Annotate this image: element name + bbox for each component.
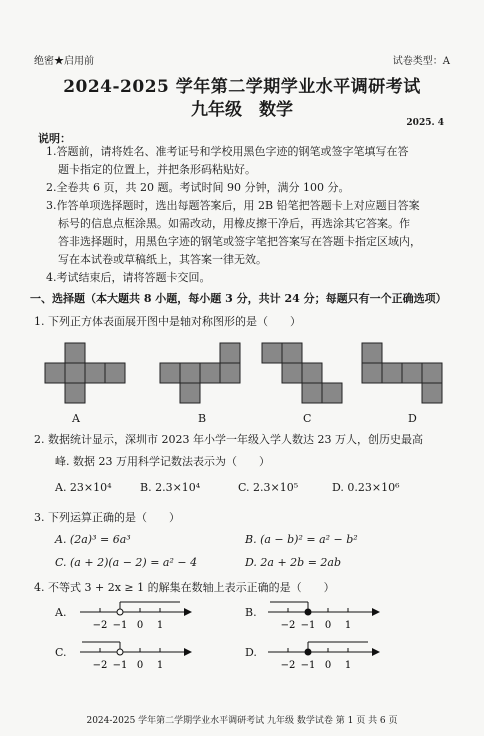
note-line: 3.作答单项选择题时，选出每题答案后，用 2B 铅笔把答题卡上对应题目答案: [46, 199, 420, 212]
q2-option-d: D. 0.23×10⁶: [332, 481, 400, 494]
question-2-stem: 2. 数据统计显示，深圳市 2023 年小学一年级入学人数达 23 万人，创历史最高: [34, 433, 423, 446]
notes-heading: 说明：: [38, 132, 71, 145]
q2-option-a: A. 23×10⁴: [55, 481, 112, 494]
tick-label: 0: [136, 660, 144, 671]
number-line-c: [80, 638, 190, 674]
confidential-label: 绝密★启用前: [34, 56, 94, 67]
option-label: B: [198, 412, 207, 425]
cube-net-d: [362, 343, 442, 403]
number-line-b: [268, 598, 378, 634]
cube-net-c: [262, 343, 342, 403]
exam-subtitle: 九年级 数学: [191, 100, 293, 120]
option-label: C: [303, 412, 312, 425]
tick-label: −2: [92, 620, 108, 631]
question-1-stem: 1. 下列正方体表面展开图中是轴对称图形的是（ ）: [34, 315, 301, 328]
tick-label: 1: [156, 620, 164, 631]
cube-net-b: [160, 343, 240, 403]
q4-option-label: D.: [245, 646, 257, 659]
number-line-a: [80, 598, 190, 634]
q3-option-b: B. (a − b)² = a² − b²: [245, 533, 358, 546]
q4-option-label: A.: [55, 606, 67, 619]
tick-label: −2: [92, 660, 108, 671]
tick-label: −2: [280, 660, 296, 671]
tick-label: 0: [136, 620, 144, 631]
tick-label: −2: [280, 620, 296, 631]
q4-option-label: C.: [55, 646, 67, 659]
tick-label: −1: [300, 620, 316, 631]
question-2-stem: 峰. 数据 23 万用科学记数法表示为（ ）: [55, 455, 270, 468]
option-label: A: [72, 412, 80, 425]
exam-title: 2024-2025 学年第二学期学业水平调研考试: [63, 77, 421, 97]
cube-net-a: [45, 343, 125, 403]
tick-label: 0: [324, 660, 332, 671]
tick-label: 0: [324, 620, 332, 631]
section-heading: 一、选择题（本大题共 8 小题，每小题 3 分，共计 24 分；每题只有一个正确选项）: [30, 292, 447, 305]
question-3-stem: 3. 下列运算正确的是（ ）: [34, 511, 180, 524]
q4-option-label: B.: [245, 606, 257, 619]
tick-label: 1: [344, 660, 352, 671]
q2-option-c: C. 2.3×10⁵: [238, 481, 299, 494]
tick-label: −1: [112, 660, 128, 671]
tick-label: −1: [300, 660, 316, 671]
tick-label: 1: [344, 620, 352, 631]
tick-label: 1: [156, 660, 164, 671]
note-line: 4.考试结束后，请将答题卡交回。: [46, 271, 211, 284]
q3-option-c: C. (a + 2)(a − 2) = a² − 4: [55, 556, 198, 569]
note-line: 答非选择题时，用黑色字迹的钢笔或签字笔把答案写在答题卡指定区域内，: [58, 235, 421, 248]
note-line: 2.全卷共 6 页，共 20 题。考试时间 90 分钟，满分 100 分。: [46, 181, 350, 194]
note-line: 写在本试卷或草稿纸上，其答案一律无效。: [58, 253, 267, 266]
q2-option-b: B. 2.3×10⁴: [140, 481, 201, 494]
q3-option-a: A. (2a)³ = 6a³: [55, 533, 131, 546]
number-line-d: [268, 638, 378, 674]
q3-option-d: D. 2a + 2b = 2ab: [245, 556, 342, 569]
option-label: D: [408, 412, 417, 425]
note-line: 题卡指定的位置上，并把条形码粘贴好。: [58, 163, 256, 176]
note-line: 1.答题前，请将姓名、准考证号和学校用黑色字迹的钢笔或签字笔填写在答: [46, 145, 409, 158]
paper-type-label: 试卷类型：A: [392, 56, 450, 67]
question-4-stem: 4. 不等式 3 + 2x ≥ 1 的解集在数轴上表示正确的是（ ）: [34, 581, 335, 594]
tick-label: −1: [112, 620, 128, 631]
exam-date: 2025. 4: [406, 118, 444, 128]
page-footer: 2024-2025 学年第二学期学业水平调研考试 九年级 数学试卷 第 1 页 共 6 页: [86, 716, 398, 726]
note-line: 标号的信息点框涂黑。如需改动，用橡皮擦干净后，再选涂其它答案。作: [58, 217, 410, 230]
